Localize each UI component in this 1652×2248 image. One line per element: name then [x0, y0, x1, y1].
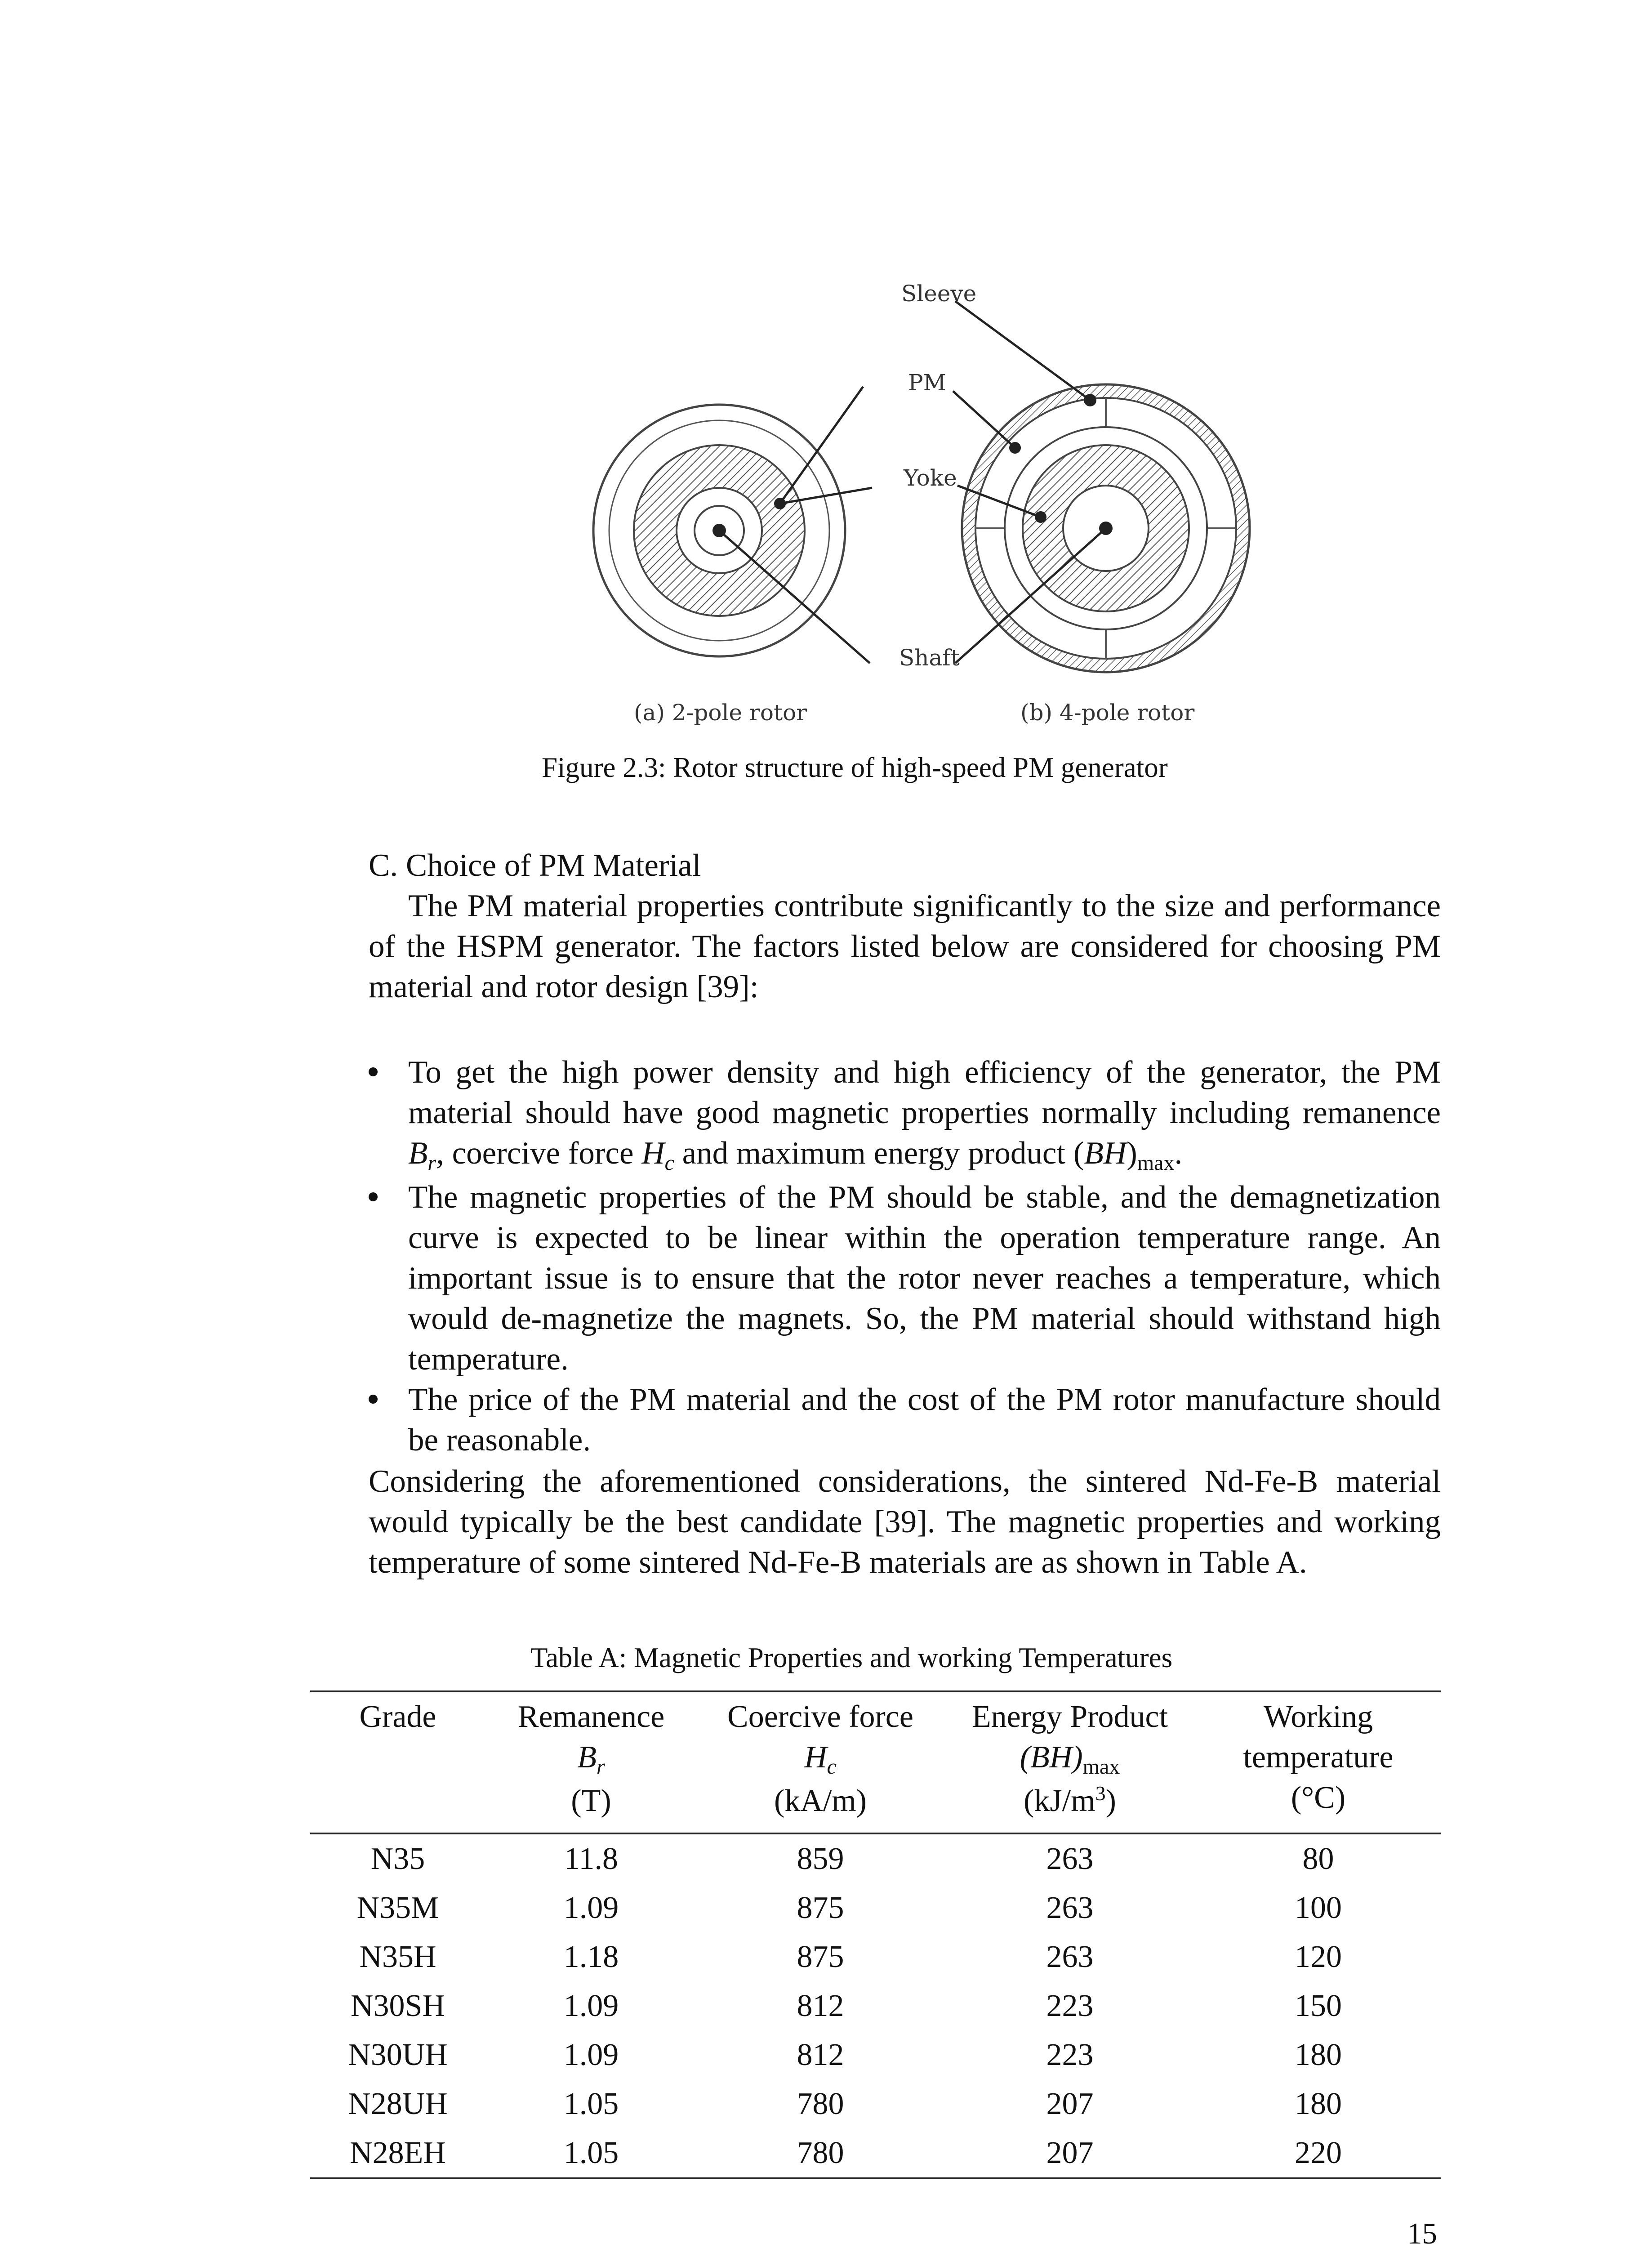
list-item: To get the high power density and high efficiency of the generator, the PM material should have good magnetic properties normally including remanence Br, coercive force Hc and maximum energy product (BH)max.	[369, 1052, 1441, 1177]
figure-caption: Figure 2.3: Rotor structure of high-speed PM generator	[542, 752, 1168, 783]
table-row	[310, 1883, 1441, 1932]
cell-coercive: 875	[797, 1891, 844, 1925]
bullet-icon	[369, 1395, 378, 1404]
cell-remanence: 1.09	[563, 1891, 619, 1925]
list-item: The price of the PM material and the cost of the PM rotor manufacture should be reasonable.	[369, 1379, 1441, 1460]
section-heading: C. Choice of PM Material	[369, 848, 701, 883]
label-pm: PM	[908, 370, 946, 396]
intro-paragraph: The PM material properties contribute significantly to the size and performance of the HSPM generator. The factors listed below are considered for choosing PM material and rotor design [39]:	[369, 888, 1441, 1004]
header-remanence: Remanence $B_r$ (T)	[485, 1691, 697, 1833]
cell-grade: N35M	[356, 1891, 439, 1925]
header-coercive-force: Coercive force $H_c$ (kA/m)	[697, 1691, 944, 1833]
cell-energy: 207	[1046, 2087, 1094, 2121]
conclusion-paragraph: Considering the aforementioned considerations, the sintered Nd-Fe-B material would typically be the best candidate [39]. The magnetic properties and working temperature of some sintered Nd-Fe-B materials are as shown in Table A.	[369, 1464, 1441, 1580]
magnetic-properties-table	[310, 1690, 1441, 2179]
table-row	[310, 2079, 1441, 2128]
cell-coercive: 875	[797, 1940, 844, 1974]
cell-temperature: 220	[1196, 2128, 1441, 2178]
cell-grade: N35	[370, 1842, 425, 1876]
list-item: The magnetic properties of the PM should be stable, and the demagnetization curve is expected to be linear within the operation temperature range. An important issue is to ensure that the rotor never reaches a temperature, which would de-magnetize the magnets. So, the PM material should withstand high temperature.	[369, 1177, 1441, 1379]
table-row	[310, 1833, 1441, 1883]
label-4-pole-rotor: (b) 4-pole rotor	[1020, 700, 1195, 726]
cell-energy: 223	[1046, 1989, 1094, 2023]
label-yoke: Yoke	[904, 465, 957, 491]
label-2-pole-rotor: (a) 2-pole rotor	[634, 700, 807, 726]
label-sleeve: Sleeve	[901, 281, 977, 307]
cell-coercive: 859	[797, 1842, 844, 1876]
cell-coercive: 812	[797, 2038, 844, 2072]
cell-remanence: 1.05	[563, 2087, 619, 2121]
cell-energy: 263	[1046, 1842, 1094, 1876]
cell-remanence: 11.8	[564, 1842, 618, 1876]
table-row	[310, 2030, 1441, 2079]
cell-temperature: 180	[1295, 2087, 1342, 2121]
cell-grade: N30SH	[350, 1989, 445, 2023]
cell-energy: 207	[944, 2128, 1196, 2178]
table-row	[310, 1981, 1441, 2030]
cell-remanence: 1.09	[563, 1989, 619, 2023]
table-row	[310, 1932, 1441, 1981]
cell-temperature: 150	[1295, 1989, 1342, 2023]
cell-energy: 263	[1046, 1891, 1094, 1925]
bullet-icon	[369, 1067, 378, 1076]
cell-temperature: 180	[1295, 2038, 1342, 2072]
page-number: 15	[1407, 2217, 1437, 2248]
cell-energy: 223	[1046, 2038, 1094, 2072]
header-grade: Grade	[310, 1691, 485, 1833]
cell-coercive: 780	[797, 2087, 844, 2121]
cell-remanence: 1.05	[485, 2128, 697, 2178]
factor-list	[369, 1052, 1441, 1460]
cell-grade: N30UH	[348, 2038, 448, 2072]
header-energy-product: Energy Product $(BH)_{max}$ $(kJ/m^3)$	[944, 1691, 1196, 1833]
cell-remanence: 1.09	[563, 2038, 619, 2072]
table-caption: Table A: Magnetic Properties and working Temperatures	[530, 1642, 1173, 1673]
cell-coercive: 812	[797, 1989, 844, 2023]
cell-grade: N35H	[359, 1940, 436, 1974]
cell-temperature: 100	[1295, 1891, 1342, 1925]
cell-grade: N28EH	[310, 2128, 485, 2178]
bullet-icon	[369, 1192, 378, 1201]
cell-remanence: 1.18	[563, 1940, 619, 1974]
cell-temperature: 120	[1295, 1940, 1342, 1974]
table-row	[310, 2128, 1441, 2178]
cell-temperature: 80	[1302, 1842, 1334, 1876]
rotor-structure-figure	[530, 252, 1313, 751]
label-shaft: Shaft	[899, 645, 960, 671]
cell-coercive: 780	[697, 2128, 944, 2178]
cell-energy: 263	[1046, 1940, 1094, 1974]
header-working-temperature: Working temperature (°C)	[1196, 1691, 1441, 1833]
cell-grade: N28UH	[348, 2087, 448, 2121]
